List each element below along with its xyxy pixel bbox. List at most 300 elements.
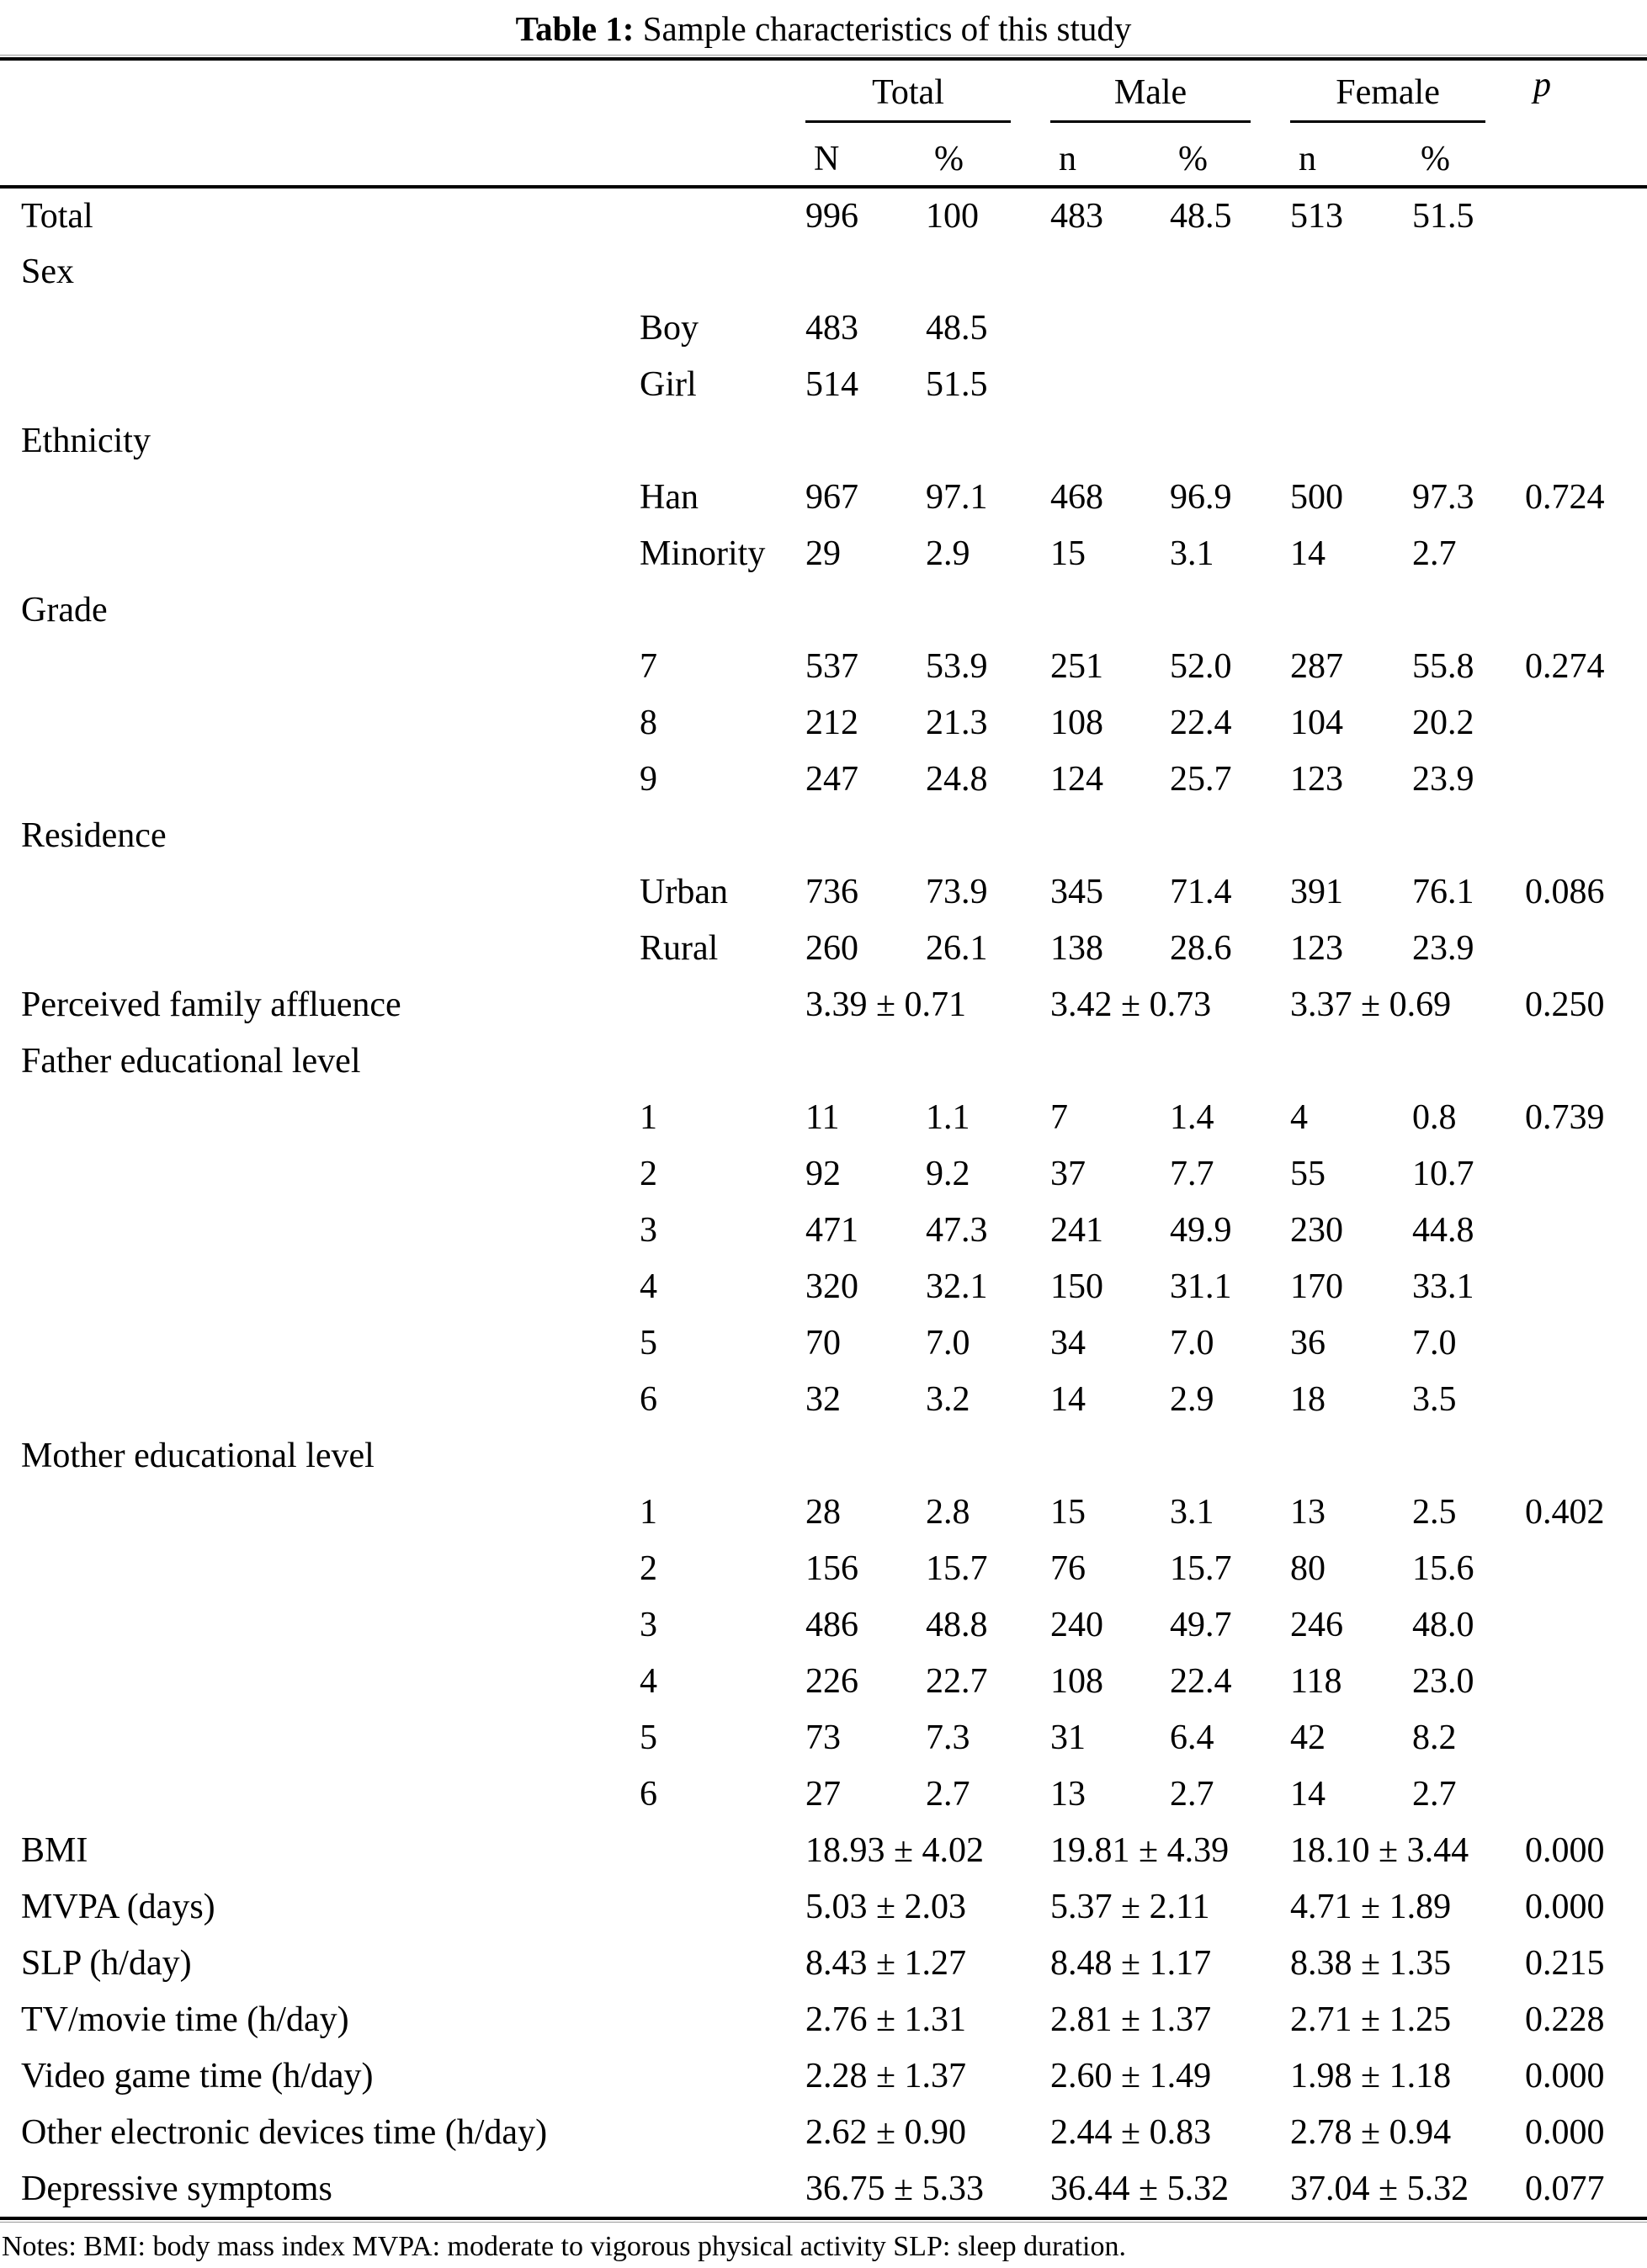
row-label: MVPA (days) <box>21 1887 215 1926</box>
cell-total-n: 537 <box>805 646 858 686</box>
row-spacer <box>640 807 1647 863</box>
cell-male-pct: 2.9 <box>1170 1379 1214 1419</box>
cell-female-n: 246 <box>1290 1605 1344 1644</box>
cell-male-pct: 48.5 <box>1170 196 1232 236</box>
row-label: Depressive symptoms <box>21 2169 332 2208</box>
table-row <box>0 1822 1647 1878</box>
table-row <box>0 694 1647 751</box>
cell-p <box>1525 1596 1647 1653</box>
cell-female-pct: 20.2 <box>1412 703 1474 742</box>
cell-female-pct: 2.5 <box>1412 1492 1457 1532</box>
table-row <box>0 1878 1647 1935</box>
cell-total-pct: 48.8 <box>926 1605 988 1644</box>
row-label <box>0 638 640 694</box>
cell-total-n: 226 <box>805 1661 858 1701</box>
row-label: Mother educational level <box>21 1436 375 1475</box>
cell-p <box>1525 1653 1647 1709</box>
row-label: Sex <box>21 252 74 291</box>
cell-total-pct: 3.2 <box>926 1379 970 1419</box>
row-label <box>0 1484 640 1540</box>
cell-female-mean: 3.37 ± 0.69 <box>1290 985 1452 1024</box>
table-row <box>0 1484 1647 1540</box>
table-row <box>0 2160 1647 2217</box>
cell-female-n: 42 <box>1290 1718 1326 1757</box>
cell-p <box>1525 751 1647 807</box>
cell-total-mean: 2.62 ± 0.90 <box>805 2112 967 2152</box>
row-label <box>0 469 640 525</box>
table-row <box>0 1371 1647 1427</box>
cell-female-mean: 2.78 ± 0.94 <box>1290 2112 1452 2152</box>
cell-total-pct: 7.0 <box>926 1323 970 1362</box>
cell-male-n: 31 <box>1050 1718 1086 1757</box>
cell-male-pct: 49.7 <box>1170 1605 1232 1644</box>
row-label: Total <box>21 196 93 236</box>
cell-female-n: 80 <box>1290 1548 1326 1588</box>
cell-male-pct: 25.7 <box>1170 759 1232 799</box>
cell-total-pct: 32.1 <box>926 1267 988 1306</box>
row-label <box>0 356 640 412</box>
table-row <box>0 1202 1647 1258</box>
row-label <box>0 1145 640 1202</box>
table-caption-title: Sample characteristics of this study <box>642 9 1132 48</box>
table-row <box>0 1596 1647 1653</box>
row-sublabel <box>640 1935 805 1991</box>
cell-total-n: 483 <box>805 308 858 348</box>
cell-total-pct: 22.7 <box>926 1661 988 1701</box>
cell-female-pct: 0.8 <box>1412 1097 1457 1137</box>
top-rule <box>0 55 1647 61</box>
row-sublabel: 2 <box>640 1548 657 1588</box>
row-sublabel <box>640 2104 805 2160</box>
cell-male-n <box>1050 300 1170 356</box>
cell-female-n: 18 <box>1290 1379 1326 1419</box>
cell-female-n <box>1290 300 1412 356</box>
cell-male-pct: 28.6 <box>1170 928 1232 968</box>
header-group-female-cell <box>1290 61 1525 123</box>
row-label <box>0 694 640 751</box>
cell-p: 0.228 <box>1525 2000 1605 2039</box>
row-label: Father educational level <box>21 1041 361 1081</box>
cell-total-n: 29 <box>805 534 841 573</box>
cell-total-n: 32 <box>805 1379 841 1419</box>
cell-total-pct: 2.8 <box>926 1492 970 1532</box>
cell-p: 0.000 <box>1525 2112 1605 2152</box>
table-row <box>0 1935 1647 1991</box>
header-empty-sublabel <box>640 61 805 123</box>
cell-female-n: 118 <box>1290 1661 1342 1701</box>
cell-male-mean: 3.42 ± 0.73 <box>1050 985 1212 1024</box>
header-empty-p <box>1525 123 1647 187</box>
cell-female-pct: 44.8 <box>1412 1210 1474 1250</box>
cell-female-n: 513 <box>1290 196 1344 236</box>
header-group-male-cell <box>1050 61 1290 123</box>
row-sublabel: Boy <box>640 308 699 348</box>
cell-female-n: 14 <box>1290 1774 1326 1814</box>
row-sublabel <box>640 2160 805 2217</box>
row-sublabel <box>640 976 805 1033</box>
header-empty-sublabel2 <box>640 123 805 187</box>
table-row <box>0 1258 1647 1315</box>
row-label: Video game time (h/day) <box>21 2056 374 2095</box>
row-sublabel: 3 <box>640 1605 657 1644</box>
row-label <box>0 1709 640 1766</box>
row-sublabel: 1 <box>640 1097 657 1137</box>
row-sublabel: 5 <box>640 1323 657 1362</box>
row-sublabel: 3 <box>640 1210 657 1250</box>
cell-female-n: 391 <box>1290 872 1344 911</box>
row-sublabel: 1 <box>640 1492 657 1532</box>
cell-female-pct <box>1412 356 1525 412</box>
cell-total-mean: 8.43 ± 1.27 <box>805 1943 967 1983</box>
cell-total-mean: 3.39 ± 0.71 <box>805 985 967 1024</box>
cell-p <box>1525 1258 1647 1315</box>
cell-female-n: 4 <box>1290 1097 1309 1137</box>
cell-female-n: 13 <box>1290 1492 1326 1532</box>
cell-female-pct: 23.0 <box>1412 1661 1474 1701</box>
row-sublabel: Han <box>640 477 699 517</box>
header-total-n: N <box>805 123 926 187</box>
cell-p <box>1525 1202 1647 1258</box>
cell-male-n: 345 <box>1050 872 1104 911</box>
cell-female-pct: 55.8 <box>1412 646 1474 686</box>
cell-male-n: 483 <box>1050 196 1104 236</box>
cell-total-n: 260 <box>805 928 858 968</box>
cell-male-pct: 96.9 <box>1170 477 1232 517</box>
row-label: Ethnicity <box>21 421 151 460</box>
cell-male-n: 240 <box>1050 1605 1104 1644</box>
section-row <box>0 243 1647 300</box>
bottom-rule <box>0 2217 1647 2223</box>
cell-p <box>1525 1145 1647 1202</box>
row-label <box>0 751 640 807</box>
cell-p <box>1525 187 1647 243</box>
row-label <box>0 1540 640 1596</box>
cell-male-mean: 2.81 ± 1.37 <box>1050 2000 1212 2039</box>
cell-female-pct: 33.1 <box>1412 1267 1474 1306</box>
table-row <box>0 1089 1647 1145</box>
row-sublabel <box>640 1878 805 1935</box>
cell-female-mean: 4.71 ± 1.89 <box>1290 1887 1452 1926</box>
cell-p: 0.215 <box>1525 1943 1605 1983</box>
cell-male-pct: 31.1 <box>1170 1267 1232 1306</box>
cell-total-pct: 100 <box>926 196 979 236</box>
cell-p: 0.724 <box>1525 477 1605 517</box>
row-label <box>0 1202 640 1258</box>
header-group-row <box>0 61 1647 123</box>
cell-total-pct: 47.3 <box>926 1210 988 1250</box>
table-row <box>0 469 1647 525</box>
cell-female-pct: 23.9 <box>1412 759 1474 799</box>
table-row <box>0 1315 1647 1371</box>
row-sublabel: 9 <box>640 759 657 799</box>
cell-male-pct: 15.7 <box>1170 1548 1232 1588</box>
cell-male-n: 241 <box>1050 1210 1104 1250</box>
cell-p <box>1525 1709 1647 1766</box>
cell-p: 0.000 <box>1525 1887 1605 1926</box>
cell-female-pct: 76.1 <box>1412 872 1474 911</box>
cell-male-n: 14 <box>1050 1379 1086 1419</box>
table-row <box>0 1991 1647 2048</box>
cell-p: 0.000 <box>1525 2056 1605 2095</box>
cell-female-n: 55 <box>1290 1154 1326 1193</box>
cell-total-n: 514 <box>805 364 858 404</box>
cell-female-n: 14 <box>1290 534 1326 573</box>
table-caption <box>0 0 1647 55</box>
cell-total-mean: 36.75 ± 5.33 <box>805 2169 985 2208</box>
cell-p: 0.250 <box>1525 985 1605 1024</box>
cell-male-pct: 7.7 <box>1170 1154 1214 1193</box>
row-spacer <box>640 582 1647 638</box>
cell-total-pct: 24.8 <box>926 759 988 799</box>
cell-p <box>1525 694 1647 751</box>
table-row <box>0 525 1647 582</box>
table-row <box>0 1653 1647 1709</box>
cell-female-n: 123 <box>1290 928 1344 968</box>
cell-p <box>1525 300 1647 356</box>
cell-total-n: 471 <box>805 1210 858 1250</box>
cell-total-pct: 7.3 <box>926 1718 970 1757</box>
header-group-total: Total <box>805 65 1011 123</box>
cell-total-pct: 1.1 <box>926 1097 970 1137</box>
cell-male-pct: 22.4 <box>1170 703 1232 742</box>
header-group-female: Female <box>1290 65 1485 123</box>
cell-p <box>1525 356 1647 412</box>
header-group-male: Male <box>1050 65 1251 123</box>
cell-p: 0.739 <box>1525 1097 1605 1137</box>
cell-p: 0.402 <box>1525 1492 1605 1532</box>
cell-female-pct: 8.2 <box>1412 1718 1457 1757</box>
cell-male-n: 15 <box>1050 534 1086 573</box>
cell-male-pct: 49.9 <box>1170 1210 1232 1250</box>
cell-male-n: 15 <box>1050 1492 1086 1532</box>
header-total-pct: % <box>926 123 1050 187</box>
cell-male-pct <box>1170 356 1290 412</box>
row-sublabel: 8 <box>640 703 657 742</box>
header-empty-label2 <box>0 123 640 187</box>
row-label <box>0 300 640 356</box>
cell-female-pct: 2.7 <box>1412 534 1457 573</box>
cell-p: 0.077 <box>1525 2169 1605 2208</box>
cell-total-n: 28 <box>805 1492 841 1532</box>
row-label: Grade <box>21 590 108 629</box>
cell-total-pct: 2.9 <box>926 534 970 573</box>
table-row <box>0 920 1647 976</box>
cell-female-n: 287 <box>1290 646 1344 686</box>
cell-female-pct: 7.0 <box>1412 1323 1457 1362</box>
row-sublabel: 6 <box>640 1774 657 1814</box>
row-label: SLP (h/day) <box>21 1943 192 1983</box>
cell-male-mean: 2.60 ± 1.49 <box>1050 2056 1212 2095</box>
cell-p <box>1525 525 1647 582</box>
cell-female-n: 170 <box>1290 1267 1344 1306</box>
cell-female-mean: 1.98 ± 1.18 <box>1290 2056 1452 2095</box>
cell-p <box>1525 1315 1647 1371</box>
row-label: Residence <box>21 815 167 855</box>
cell-female-pct <box>1412 300 1525 356</box>
cell-male-pct: 7.0 <box>1170 1323 1214 1362</box>
cell-male-n <box>1050 356 1170 412</box>
cell-female-pct: 51.5 <box>1412 196 1474 236</box>
table-row <box>0 638 1647 694</box>
row-label <box>0 1089 640 1145</box>
row-spacer <box>640 412 1647 469</box>
row-sublabel: 6 <box>640 1379 657 1419</box>
row-label <box>0 525 640 582</box>
cell-female-pct: 15.6 <box>1412 1548 1474 1588</box>
cell-total-pct: 2.7 <box>926 1774 970 1814</box>
section-row <box>0 412 1647 469</box>
cell-total-n: 320 <box>805 1267 858 1306</box>
row-sublabel: Urban <box>640 872 728 911</box>
row-label <box>0 1371 640 1427</box>
cell-total-pct: 15.7 <box>926 1548 988 1588</box>
cell-female-mean: 18.10 ± 3.44 <box>1290 1830 1469 1870</box>
cell-male-mean: 2.44 ± 0.83 <box>1050 2112 1212 2152</box>
cell-total-pct: 48.5 <box>926 308 988 348</box>
cell-male-pct: 6.4 <box>1170 1718 1214 1757</box>
row-label <box>0 863 640 920</box>
cell-male-n: 138 <box>1050 928 1104 968</box>
cell-p: 0.274 <box>1525 646 1605 686</box>
cell-total-pct: 73.9 <box>926 872 988 911</box>
cell-total-pct: 21.3 <box>926 703 988 742</box>
row-label: BMI <box>21 1830 88 1870</box>
cell-total-n: 247 <box>805 759 858 799</box>
cell-female-mean: 37.04 ± 5.32 <box>1290 2169 1469 2208</box>
table-row <box>0 2104 1647 2160</box>
row-label: Perceived family affluence <box>21 985 401 1024</box>
cell-total-n: 73 <box>805 1718 841 1757</box>
cell-total-pct: 26.1 <box>926 928 988 968</box>
cell-male-pct: 3.1 <box>1170 534 1214 573</box>
cell-male-n: 76 <box>1050 1548 1086 1588</box>
row-sublabel: Girl <box>640 364 697 404</box>
table-row <box>0 1709 1647 1766</box>
cell-total-n: 156 <box>805 1548 858 1588</box>
cell-female-pct: 3.5 <box>1412 1379 1457 1419</box>
header-empty-label <box>0 61 640 123</box>
cell-male-mean: 5.37 ± 2.11 <box>1050 1887 1210 1926</box>
cell-male-n: 251 <box>1050 646 1104 686</box>
cell-male-pct: 52.0 <box>1170 646 1232 686</box>
cell-female-pct: 97.3 <box>1412 477 1474 517</box>
cell-total-mean: 2.28 ± 1.37 <box>805 2056 967 2095</box>
cell-female-pct: 10.7 <box>1412 1154 1474 1193</box>
row-sublabel: Minority <box>640 534 766 573</box>
row-sublabel: 5 <box>640 1718 657 1757</box>
cell-male-n: 108 <box>1050 703 1104 742</box>
cell-p: 0.086 <box>1525 872 1605 911</box>
cell-male-mean: 36.44 ± 5.32 <box>1050 2169 1230 2208</box>
row-label <box>0 920 640 976</box>
table-caption-label: Table 1: <box>515 9 635 48</box>
row-sublabel <box>640 187 805 243</box>
cell-total-pct: 9.2 <box>926 1154 970 1193</box>
section-row <box>0 807 1647 863</box>
row-label <box>0 1315 640 1371</box>
cell-female-n <box>1290 356 1412 412</box>
cell-male-n: 150 <box>1050 1267 1104 1306</box>
cell-female-n: 36 <box>1290 1323 1326 1362</box>
section-row <box>0 1427 1647 1484</box>
section-row <box>0 1033 1647 1089</box>
cell-p <box>1525 1540 1647 1596</box>
row-sublabel <box>640 1822 805 1878</box>
table-row <box>0 1145 1647 1202</box>
cell-total-n: 486 <box>805 1605 858 1644</box>
table-row <box>0 751 1647 807</box>
cell-female-mean: 2.71 ± 1.25 <box>1290 2000 1452 2039</box>
cell-total-pct: 51.5 <box>926 364 988 404</box>
section-row <box>0 582 1647 638</box>
table-row <box>0 976 1647 1033</box>
cell-male-pct: 22.4 <box>1170 1661 1232 1701</box>
cell-male-n: 37 <box>1050 1154 1086 1193</box>
table-row <box>0 2048 1647 2104</box>
sample-characteristics-table <box>0 61 1647 2217</box>
cell-total-pct: 53.9 <box>926 646 988 686</box>
cell-male-n: 7 <box>1050 1097 1069 1137</box>
cell-p <box>1525 920 1647 976</box>
row-spacer <box>640 243 1647 300</box>
table-row <box>0 1540 1647 1596</box>
cell-total-mean: 2.76 ± 1.31 <box>805 2000 967 2039</box>
table-row <box>0 356 1647 412</box>
cell-female-n: 500 <box>1290 477 1344 517</box>
cell-male-n: 108 <box>1050 1661 1104 1701</box>
cell-total-n: 996 <box>805 196 858 236</box>
cell-p <box>1525 1766 1647 1822</box>
cell-female-mean: 8.38 ± 1.35 <box>1290 1943 1452 1983</box>
cell-male-pct: 2.7 <box>1170 1774 1214 1814</box>
cell-male-pct <box>1170 300 1290 356</box>
header-sub-row <box>0 123 1647 187</box>
row-spacer <box>640 1427 1647 1484</box>
cell-male-pct: 1.4 <box>1170 1097 1214 1137</box>
cell-total-pct: 97.1 <box>926 477 988 517</box>
cell-total-n: 11 <box>805 1097 840 1137</box>
cell-male-n: 13 <box>1050 1774 1086 1814</box>
row-spacer <box>640 1033 1647 1089</box>
cell-total-n: 92 <box>805 1154 841 1193</box>
header-female-n: n <box>1290 123 1412 187</box>
row-label <box>0 1596 640 1653</box>
cell-male-n: 124 <box>1050 759 1104 799</box>
cell-p: 0.000 <box>1525 1830 1605 1870</box>
table-row <box>0 863 1647 920</box>
cell-female-pct: 23.9 <box>1412 928 1474 968</box>
table-row <box>0 300 1647 356</box>
cell-male-mean: 8.48 ± 1.17 <box>1050 1943 1212 1983</box>
cell-female-pct: 48.0 <box>1412 1605 1474 1644</box>
cell-total-n: 27 <box>805 1774 841 1814</box>
row-sublabel <box>640 2048 805 2104</box>
cell-total-n: 212 <box>805 703 858 742</box>
cell-female-n: 230 <box>1290 1210 1344 1250</box>
table-row <box>0 1766 1647 1822</box>
cell-total-n: 736 <box>805 872 858 911</box>
cell-female-n: 123 <box>1290 759 1344 799</box>
header-male-pct: % <box>1170 123 1290 187</box>
cell-male-n: 34 <box>1050 1323 1086 1362</box>
row-label <box>0 1766 640 1822</box>
cell-p <box>1525 1371 1647 1427</box>
row-label: Other electronic devices time (h/day) <box>21 2112 548 2152</box>
header-p: p <box>1533 66 1552 104</box>
row-label: TV/movie time (h/day) <box>21 2000 349 2039</box>
row-sublabel: 4 <box>640 1661 657 1701</box>
cell-total-n: 967 <box>805 477 858 517</box>
